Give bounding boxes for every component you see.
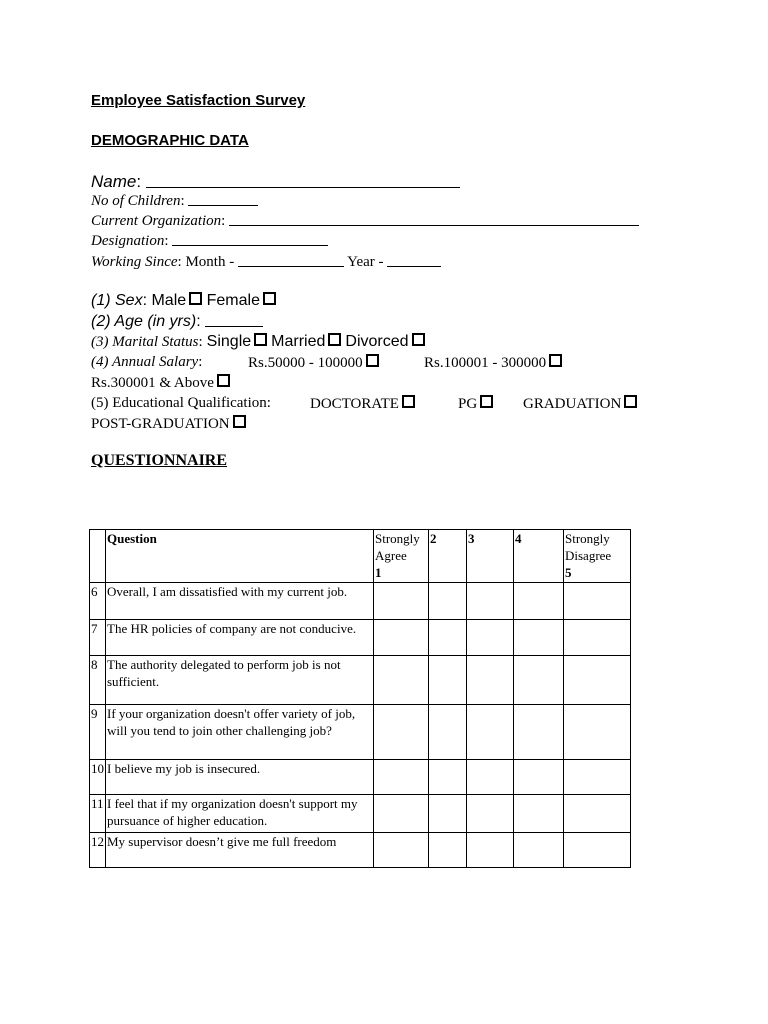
answer-cell-5[interactable] [564, 705, 631, 760]
scale-1-top: Strongly [375, 531, 420, 546]
question-number: 11 [90, 795, 106, 833]
answer-cell-1[interactable] [374, 705, 429, 760]
working-since-row: Working Since: Month - Year - [91, 254, 441, 271]
questionnaire-table [89, 529, 631, 868]
answer-cell-1[interactable] [374, 620, 429, 656]
survey-title: Employee Satisfaction Survey [91, 92, 306, 109]
table-row [90, 583, 631, 620]
salary-option-1-wrap [248, 354, 379, 372]
table-row [90, 760, 631, 795]
scale-5-top: Strongly [565, 531, 610, 546]
marital-option-married: Married [271, 333, 326, 350]
organization-field[interactable] [229, 213, 639, 226]
organization-label: Current Organization [91, 213, 222, 229]
answer-cell-4[interactable] [514, 656, 564, 705]
sex-label: (1) Sex [91, 292, 143, 309]
answer-cell-5[interactable] [564, 656, 631, 705]
designation-label: Designation [91, 233, 165, 249]
questionnaire-heading: QUESTIONNAIRE [91, 452, 228, 469]
table-header-row [90, 530, 631, 583]
answer-cell-3[interactable] [467, 833, 514, 868]
answer-cell-2[interactable] [429, 833, 467, 868]
table-row [90, 833, 631, 868]
answer-cell-2[interactable] [429, 583, 467, 620]
salary-option-3-wrap [91, 374, 230, 392]
name-field[interactable] [146, 174, 460, 188]
answer-cell-1[interactable] [374, 795, 429, 833]
married-checkbox[interactable] [328, 333, 341, 346]
divorced-checkbox[interactable] [412, 333, 425, 346]
scale-3-top: 3 [468, 531, 475, 546]
post-graduation-checkbox[interactable] [233, 415, 246, 428]
marital-option-single: Single [206, 333, 252, 350]
table-row [90, 795, 631, 833]
answer-cell-4[interactable] [514, 705, 564, 760]
answer-cell-5[interactable] [564, 833, 631, 868]
question-text: Overall, I am dissatisfied with my current job. [106, 583, 374, 620]
question-number: 10 [90, 760, 106, 795]
header-scale-1 [374, 530, 429, 583]
scale-5-middle: Disagree [565, 548, 612, 563]
organization-row: Current Organization: [91, 213, 639, 230]
question-text: The HR policies of company are not conducive. [106, 620, 374, 656]
scale-4-top: 4 [515, 531, 522, 546]
table-row [90, 620, 631, 656]
working-since-label: Working Since [91, 254, 178, 270]
answer-cell-4[interactable] [514, 760, 564, 795]
scale-1-middle: Agree [375, 548, 407, 563]
demographic-heading: DEMOGRAPHIC DATA [91, 132, 249, 149]
sex-row: (1) Sex: Male Female [91, 292, 276, 310]
question-text: I believe my job is insecured. [106, 760, 374, 795]
header-scale-4 [514, 530, 564, 583]
marital-option-divorced: Divorced [345, 333, 409, 350]
name-label: Name [91, 172, 137, 191]
answer-cell-3[interactable] [467, 583, 514, 620]
scale-2-top: 2 [430, 531, 437, 546]
designation-row: Designation: [91, 233, 328, 250]
question-number: 6 [90, 583, 106, 620]
question-text: I feel that if my organization doesn't support my pursuance of higher education. [106, 795, 374, 833]
answer-cell-2[interactable] [429, 795, 467, 833]
salary-row: (4) Annual Salary: [91, 354, 203, 370]
education-label: (5) Educational Qualification: [91, 395, 271, 411]
education-option-3-wrap [523, 395, 637, 413]
education-option-doctorate: DOCTORATE [310, 396, 399, 412]
education-label-wrap [91, 395, 271, 412]
education-option-post-graduation: POST-GRADUATION [91, 416, 230, 432]
children-label: No of Children [91, 193, 181, 209]
education-option-1-wrap [310, 395, 415, 413]
question-text: The authority delegated to perform job is not sufficient. [106, 656, 374, 705]
salary-2-checkbox[interactable] [549, 354, 562, 367]
answer-cell-4[interactable] [514, 583, 564, 620]
header-scale-5 [564, 530, 631, 583]
salary-option-2-wrap [424, 354, 562, 372]
name-row: Name: [91, 172, 460, 192]
salary-3-checkbox[interactable] [217, 374, 230, 387]
question-number: 12 [90, 833, 106, 868]
answer-cell-5[interactable] [564, 583, 631, 620]
answer-cell-4[interactable] [514, 795, 564, 833]
question-number: 9 [90, 705, 106, 760]
marital-label: (3) Marital Status [91, 334, 199, 350]
answer-cell-3[interactable] [467, 620, 514, 656]
salary-option-2: Rs.100001 - 300000 [424, 355, 547, 371]
education-option-4-wrap [91, 415, 246, 433]
answer-cell-5[interactable] [564, 760, 631, 795]
salary-1-checkbox[interactable] [366, 354, 379, 367]
answer-cell-2[interactable] [429, 620, 467, 656]
children-row: No of Children: [91, 193, 258, 210]
answer-cell-4[interactable] [514, 833, 564, 868]
month-field[interactable] [238, 254, 344, 267]
answer-cell-1[interactable] [374, 583, 429, 620]
answer-cell-2[interactable] [429, 656, 467, 705]
single-checkbox[interactable] [254, 333, 267, 346]
salary-option-3: Rs.300001 & Above [91, 375, 214, 391]
scale-5-bottom: 5 [565, 565, 572, 580]
doctorate-checkbox[interactable] [402, 395, 415, 408]
sex-option-female: Female [206, 292, 260, 309]
answer-cell-1[interactable] [374, 833, 429, 868]
answer-cell-5[interactable] [564, 620, 631, 656]
education-option-graduation: GRADUATION [523, 396, 622, 412]
age-field[interactable] [205, 314, 263, 327]
question-text: If your organization doesn't offer variety of job, will you tend to join other challenging job? [106, 705, 374, 760]
graduation-checkbox[interactable] [624, 395, 637, 408]
answer-cell-3[interactable] [467, 705, 514, 760]
age-row: (2) Age (in yrs): [91, 313, 263, 331]
children-field[interactable] [188, 193, 258, 206]
answer-cell-3[interactable] [467, 795, 514, 833]
year-label: Year - [347, 254, 384, 270]
answer-cell-2[interactable] [429, 705, 467, 760]
year-field[interactable] [387, 254, 441, 267]
answer-cell-1[interactable] [374, 760, 429, 795]
salary-option-1: Rs.50000 - 100000 [248, 355, 363, 371]
table-row [90, 705, 631, 760]
answer-cell-1[interactable] [374, 656, 429, 705]
question-text: My supervisor doesn’t give me full freedom [106, 833, 374, 868]
marital-row: (3) Marital Status: Single Married Divorced [91, 333, 425, 351]
designation-field[interactable] [172, 233, 328, 246]
answer-cell-4[interactable] [514, 620, 564, 656]
header-scale-3 [467, 530, 514, 583]
answer-cell-5[interactable] [564, 795, 631, 833]
answer-cell-2[interactable] [429, 760, 467, 795]
header-scale-2 [429, 530, 467, 583]
answer-cell-3[interactable] [467, 760, 514, 795]
answer-cell-3[interactable] [467, 656, 514, 705]
education-option-2-wrap [458, 395, 493, 413]
question-number: 7 [90, 620, 106, 656]
female-checkbox[interactable] [263, 292, 276, 305]
table-row [90, 656, 631, 705]
header-num-cell [90, 530, 106, 583]
age-label: (2) Age (in yrs) [91, 313, 197, 330]
salary-label: (4) Annual Salary [91, 354, 199, 370]
sex-option-male: Male [151, 292, 187, 309]
scale-1-bottom: 1 [375, 565, 382, 580]
question-number: 8 [90, 656, 106, 705]
header-question: Question [106, 530, 374, 583]
male-checkbox[interactable] [189, 292, 202, 305]
month-label: Month - [185, 254, 235, 270]
education-option-pg: PG [458, 396, 478, 412]
pg-checkbox[interactable] [480, 395, 493, 408]
